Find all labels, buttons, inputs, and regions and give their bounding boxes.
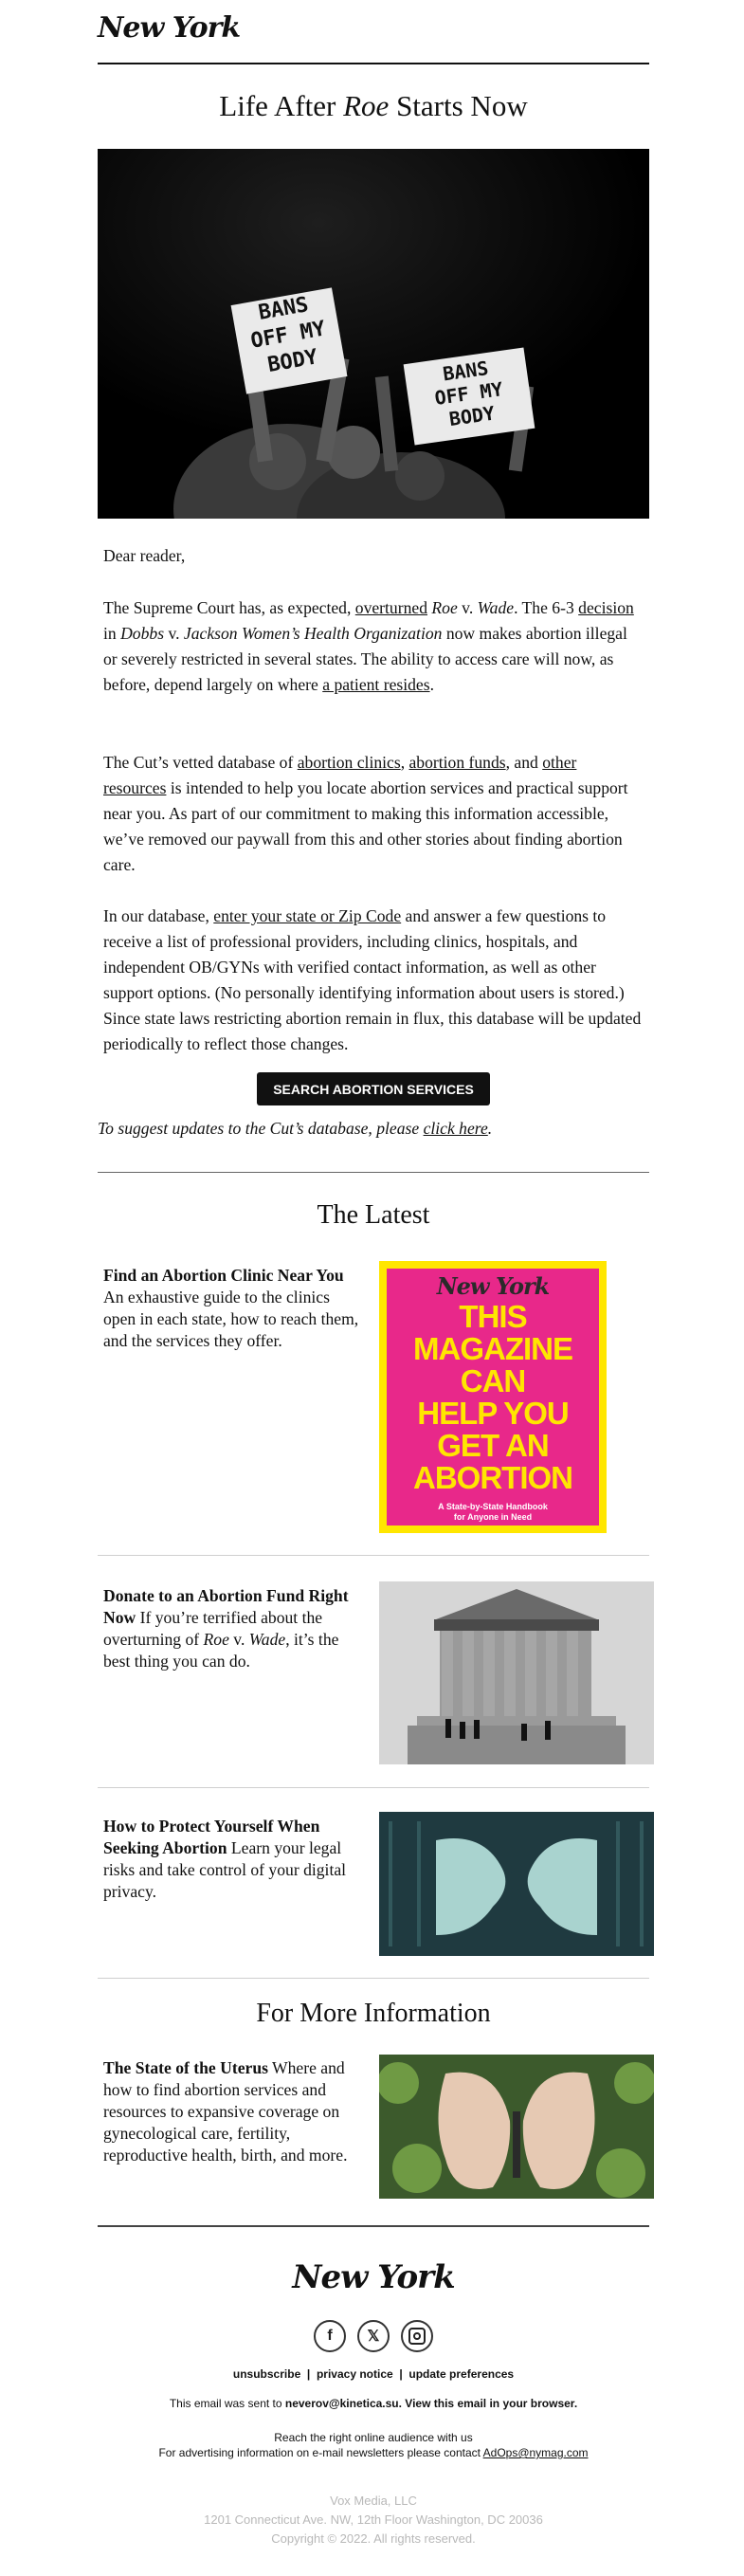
link-abortion-clinics[interactable]: abortion clinics [297, 753, 401, 772]
section-divider [98, 1978, 649, 1979]
card-divider [98, 1555, 649, 1556]
digital-privacy-image[interactable] [379, 1812, 654, 1956]
card-protect-yourself[interactable]: How to Protect Yourself When Seeking Abortion Learn your legal risks and take control of your digital privacy. [103, 1817, 347, 1901]
card-title[interactable]: The State of the Uterus [103, 2058, 268, 2077]
link-decision[interactable]: decision [578, 598, 634, 617]
hero-image[interactable] [98, 149, 649, 519]
reach-audience: Reach the right online audience with us [274, 2431, 473, 2444]
link-overturned[interactable]: overturned [354, 598, 427, 617]
paragraph-3: In our database, enter your state or Zip Code and answer a few questions to receive a list of professional providers, including clinics, hospitals, and independent OB/GYNs with verified contact information, as well as other support options. (No personally identifying information about users is stored.) Since state laws restricting abortion remain in flux, this database will be updated periodically to reflect those changes. [103, 906, 642, 1053]
link-adops-email[interactable]: AdOps@nymag.com [482, 2446, 589, 2459]
section-divider [98, 1172, 649, 1173]
link-click-here[interactable]: click here [423, 1119, 488, 1138]
supreme-court-photo [379, 1581, 654, 1764]
more-info-heading: For More Information [256, 1999, 491, 2028]
protest-sign-left: BANS OFF MY BODY [231, 287, 348, 393]
footer-new-york-logo[interactable]: New York [292, 2258, 455, 2296]
card-title[interactable]: Donate to an Abortion Fund Right Now [103, 1586, 349, 1627]
separator: | [396, 2367, 407, 2381]
card-title[interactable]: Find an Abortion Clinic Near You [103, 1266, 344, 1285]
footer-divider [98, 2225, 649, 2227]
link-other-resources[interactable]: other resources [103, 753, 577, 797]
advertising-info: For advertising information on e-mail newsletters please contact AdOps@nymag.com [158, 2446, 589, 2459]
instagram-icon[interactable] [401, 2320, 433, 2352]
the-latest-heading: The Latest [317, 1200, 430, 1230]
search-abortion-services-button[interactable]: SEARCH ABORTION SERVICES [257, 1072, 490, 1105]
copyright: Copyright © 2022. All rights reserved. [271, 2531, 476, 2546]
magazine-subline: A State-by-State Handbook for Anyone in Need [438, 1502, 548, 1522]
link-unsubscribe[interactable]: unsubscribe [232, 2367, 301, 2381]
card-find-clinic[interactable]: Find an Abortion Clinic Near You An exhaustive guide to the clinics open in each state, how to reach them, and the services they offer. [103, 1266, 359, 1350]
x-icon[interactable]: 𝕏 [357, 2320, 390, 2352]
view-in-browser-link[interactable]: . View this email in your browser. [398, 2397, 578, 2410]
new-york-logo[interactable]: New York [98, 11, 241, 45]
instagram-lens [413, 2332, 421, 2340]
magazine-headline: THIS MAGAZINE CAN HELP YOU GET AN ABORTION [413, 1299, 572, 1495]
headline-italic: Roe [343, 89, 390, 122]
facebook-icon[interactable]: f [314, 2320, 346, 2352]
magazine-cover-body [387, 1269, 599, 1526]
paragraph-1: The Supreme Court has, as expected, overturned Roe v. Wade. The 6-3 decision in Dobbs v. Jackson Women’s Health Organization now makes abortion illegal or severely restricted in several states. The ability to access care will now, as before, depend largely on where a patient resides. [103, 598, 634, 694]
state-of-uterus-illustration [379, 2055, 654, 2199]
link-a-patient-resides[interactable]: a patient resides [322, 675, 430, 694]
top-divider [98, 63, 649, 64]
state-of-uterus-image[interactable] [379, 2055, 654, 2199]
footer-links [98, 2367, 649, 2381]
card-divider [98, 1787, 649, 1788]
card-state-of-uterus[interactable]: The State of the Uterus Where and how to find abortion services and resources to expansive coverage on gynecological care, fertility, reproductive health, birth, and more. [103, 2058, 348, 2165]
digital-privacy-illustration [379, 1812, 654, 1956]
paragraph-2: The Cut’s vetted database of abortion clinics, abortion funds, and other resources is intended to help you locate abortion services and practical support near you. As part of our commitment to making this information accessible, we’ve removed our paywall from this and other stories about finding abortion care. [103, 753, 628, 874]
card-title[interactable]: How to Protect Yourself When Seeking Abortion [103, 1817, 320, 1857]
recipient-email: neverov@kinetica.su [284, 2397, 399, 2410]
greeting: Dear reader, [103, 546, 186, 565]
supreme-court-image[interactable] [379, 1581, 654, 1764]
link-privacy-notice[interactable]: privacy notice [316, 2367, 393, 2381]
link-abortion-funds[interactable]: abortion funds [408, 753, 506, 772]
separator: | [303, 2367, 314, 2381]
headline-text: Life After [219, 89, 344, 122]
company-name: Vox Media, LLC [330, 2494, 417, 2508]
suggest-updates: To suggest updates to the Cut’s database, please click here. [98, 1119, 493, 1138]
sent-to-notice: This email was sent to neverov@kinetica.su. View this email in your browser. [169, 2397, 578, 2410]
magazine-cover-image[interactable] [379, 1261, 607, 1533]
protest-photo [98, 149, 649, 519]
link-update-preferences[interactable]: update preferences [408, 2367, 515, 2381]
headline-text-end: Starts Now [389, 89, 528, 122]
company-address: 1201 Connecticut Ave. NW, 12th Floor Washington, DC 20036 [204, 2512, 543, 2527]
card-donate-fund[interactable]: Donate to an Abortion Fund Right Now If you’re terrified about the overturning of Roe v. Wade, it’s the best thing you can do. [103, 1586, 349, 1671]
headline [98, 89, 649, 123]
link-enter-state-zip[interactable]: enter your state or Zip Code [213, 906, 402, 925]
magazine-logo: New York [436, 1272, 550, 1300]
instagram-glyph [408, 2328, 426, 2345]
protest-sign-right: BANS OFF MY BODY [404, 348, 535, 446]
